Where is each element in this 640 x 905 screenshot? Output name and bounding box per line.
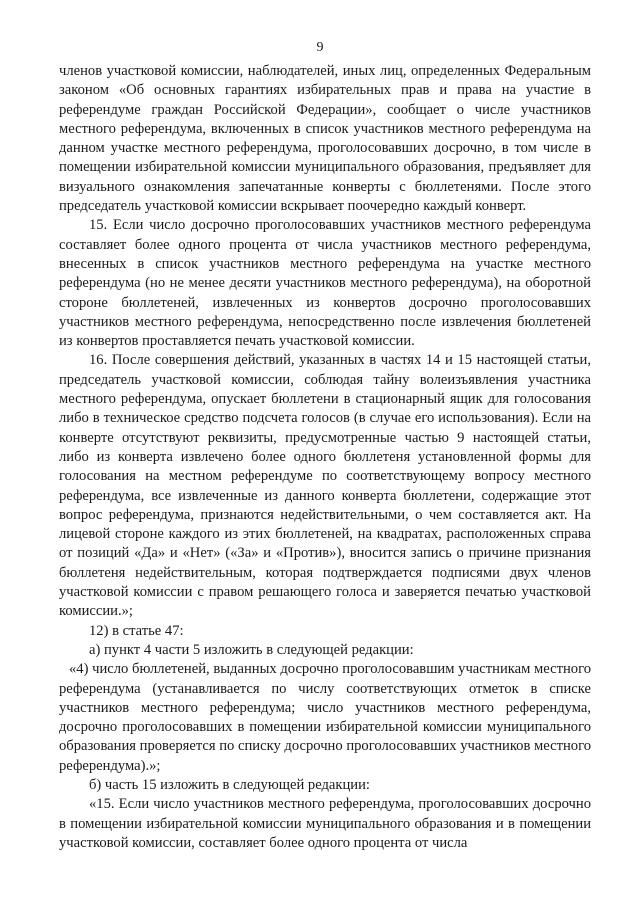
paragraph-subitem-a: а) пункт 4 части 5 изложить в следующей редакции: bbox=[89, 641, 414, 658]
paragraph-subitem-b: б) часть 15 изложить в следующей редакции: bbox=[89, 776, 370, 793]
document-body bbox=[59, 62, 591, 853]
paragraph-part-15: 15. Если число досрочно проголосовавших участников местного референдума составляет более одного процента от числа участников местного референдума, внесенных в список участников местного референдума на участке местного референдума (но не менее десяти участников местного референдума), на оборотной стороне бюллетеней, извлеченных из конвертов досрочно проголосовавших участников местного референдума, непосредственно после извлечения бюллетеней из конвертов проставляется печать участковой комиссии. bbox=[59, 217, 591, 350]
paragraph-item-12: 12) в статье 47: bbox=[89, 622, 184, 639]
paragraph-part-16: 16. После совершения действий, указанных в частях 14 и 15 настоящей статьи, председатель участковой комиссии, соблюдая тайну волеизъявления участника местного референдума, опускает бюллетени в стационарный ящик для голосования либо в техническое средство подсчета голосов (в случае его использования). Если на конверте отсутствуют реквизиты, предусмотренные частью 9 настоящей статьи, либо из конверта извлечено более одного бюллетеня установленной формы для голосования на местном референдуме по соответствующему вопросу местного референдума, все извлеченные из данного конверта бюллетени, содержащие этот вопрос референдума, признаются недействительными, о чем составляется акт. На лицевой стороне каждого из этих бюллетеней, на квадратах, расположенных справа от позиций «Да» и «Нет» («За» и «Против»), вносится запись о причине признания бюллетеня недействительным, которая подтверждается подписями двух членов участковой комиссии с правом решающего голоса и заверяется печатью участковой комиссии.»; bbox=[59, 352, 591, 620]
page-number: 9 bbox=[316, 40, 324, 55]
paragraph-quoted-point-4: «4) число бюллетеней, выданных досрочно проголосовавшим участникам местного референдума (устанавливается по числу соответствующих отметок в списке участников местного референдума; число участников местного референдума, досрочно проголосовавших в помещении избирательной комиссии муниципального образования проверяется по списку досрочно проголосовавших участников местного референдума).»; bbox=[59, 661, 591, 774]
paragraph-continuation: членов участковой комиссии, наблюдателей, иных лиц, определенных Федеральным законом «Об основных гарантиях избирательных прав и права на участие в референдуме граждан Российской Федерации», сообщает о числе участников местного референдума, включенных в список участников местного референдума на данном участке местного референдума, проголосовавших досрочно, в том числе в помещении избирательной комиссии муниципального образования, предъявляет для визуального ознакомления запечатанные конверты с бюллетенями. После этого председатель участковой комиссии вскрывает поочередно каждый конверт. bbox=[59, 63, 591, 215]
paragraph-quoted-part-15: «15. Если число участников местного референдума, проголосовавших досрочно в помещении избирательной комиссии муниципального образования и в помещении участковой комиссии, составляет более одного процента от числа bbox=[59, 796, 591, 851]
